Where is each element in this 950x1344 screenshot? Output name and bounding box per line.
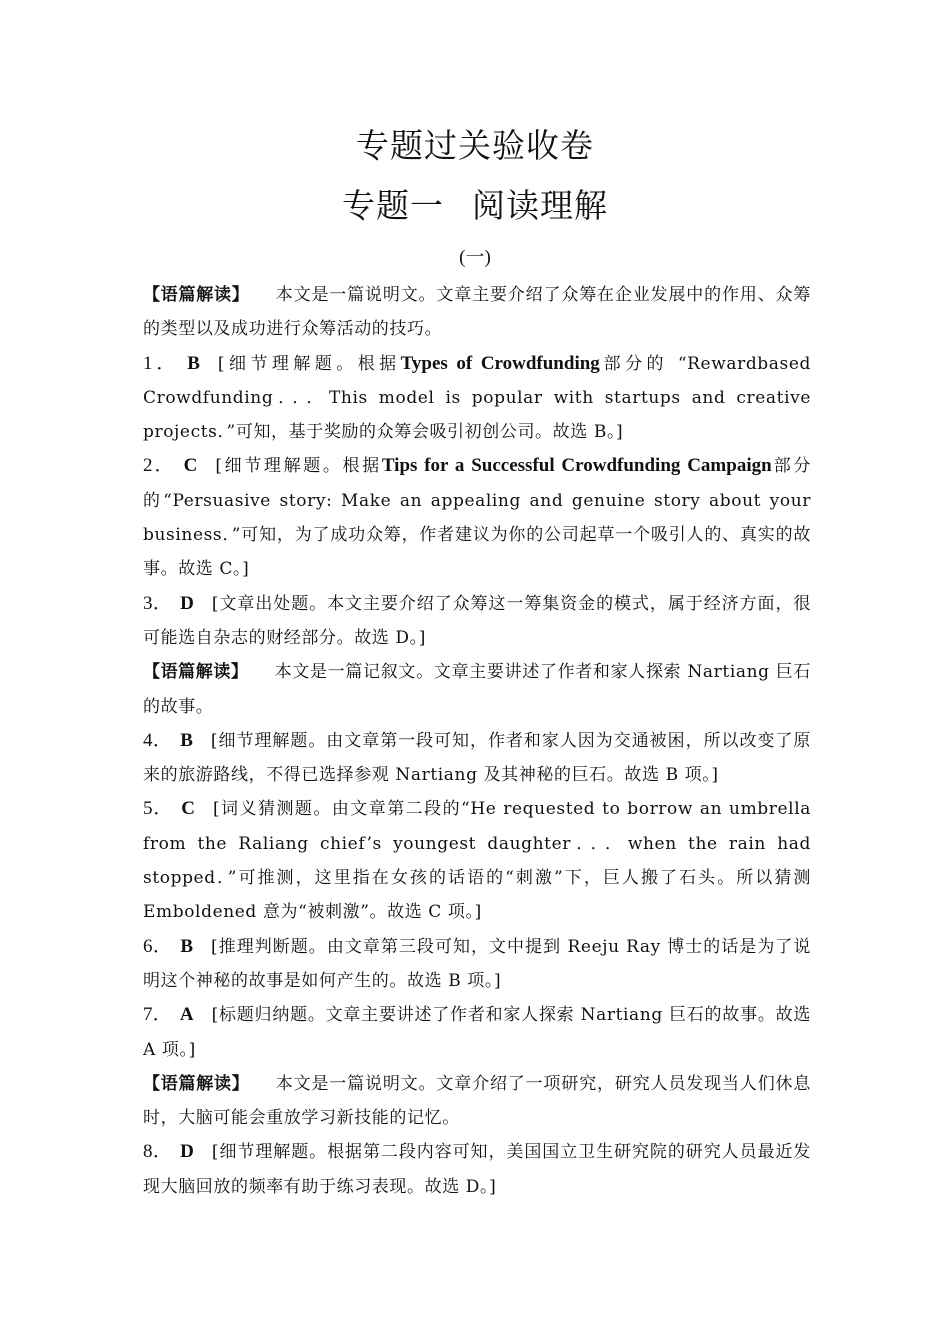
item-explanation: [推理判断题。由文章第三段可知，文中提到 Reeju Ray 博士的话是为了说明这个神秘的故事是如何产生的。故选 B 项。] bbox=[143, 936, 811, 991]
passage-summary-text: 本文是一篇记叙文。文章主要讲述了作者和家人探索 Nartiang 巨石的故事。 bbox=[143, 662, 811, 717]
passage-summary-3 bbox=[143, 1067, 811, 1136]
item-number: 6． bbox=[143, 935, 173, 957]
item-answer: D bbox=[180, 592, 194, 614]
subtitle-section-name: 阅读理解 bbox=[472, 186, 608, 225]
item-number: 2． bbox=[143, 455, 176, 477]
item-answer: D bbox=[180, 1141, 194, 1163]
document-subtitle bbox=[0, 186, 950, 226]
item-number: 7． bbox=[143, 1004, 172, 1026]
item-number: 1． bbox=[143, 352, 180, 374]
section-number: (一) bbox=[459, 247, 491, 268]
passage-summary-2 bbox=[143, 655, 811, 724]
passage-summary-text: 本文是一篇说明文。文章主要介绍了众筹在企业发展中的作用、众筹的类型以及成功进行众筹活动的技巧。 bbox=[143, 285, 811, 340]
passage-tag: 【语篇解读】 bbox=[143, 1073, 250, 1094]
answer-item-1 bbox=[143, 347, 811, 450]
item-explanation-bold: Types of Crowdfunding bbox=[400, 352, 600, 374]
passage-tag: 【语篇解读】 bbox=[143, 662, 249, 683]
item-number: 5． bbox=[143, 798, 174, 820]
answer-item-6 bbox=[143, 930, 811, 999]
item-explanation: [文章出处题。本文主要介绍了众筹这一筹集资金的模式，属于经济方面，很可能选自杂志的财经部分。故选 D。] bbox=[143, 593, 811, 648]
item-explanation: [词义猜测题。由文章第二段的“He requested to borrow an umbrella from the Raliang chief’s youngest daughter．．．when the rain had stopped．”可推测，这里指在女孩的话语的“刺激”下，巨人搬了石头。所以猜测 Emboldened 意为“被刺激”。故选 C 项。] bbox=[143, 799, 811, 923]
item-explanation: [细节理解题。由文章第一段可知，作者和家人因为交通被困，所以改变了原来的旅游路线，不得已选择参观 Nartiang 及其神秘的巨石。故选 B 项。] bbox=[143, 730, 811, 786]
item-answer: B bbox=[180, 935, 194, 957]
item-answer: C bbox=[183, 455, 198, 477]
item-answer: C bbox=[181, 798, 195, 820]
item-explanation: [标题归纳题。文章主要讲述了作者和家人探索 Nartiang 巨石的故事。故选 A 项。] bbox=[143, 1005, 811, 1060]
item-number: 4． bbox=[143, 729, 173, 751]
item-explanation-pre: [细节理解题。根据 bbox=[215, 456, 382, 477]
item-explanation-pre: [细节理解题。根据 bbox=[217, 353, 401, 374]
item-answer: B bbox=[187, 352, 200, 374]
item-explanation-post: 部分的 “Rewardbased Crowdfunding．．．This model is popular with startups and creative projects．”可知，基于奖励的众筹会吸引初创公司。故选 B。] bbox=[143, 353, 811, 443]
answer-item-8 bbox=[143, 1135, 811, 1204]
answer-item-7 bbox=[143, 998, 811, 1067]
item-explanation: [细节理解题。根据第二段内容可知，美国国立卫生研究院的研究人员最近发现大脑回放的频率有助于练习表现。故选 D。] bbox=[143, 1142, 811, 1197]
answer-item-3 bbox=[143, 587, 811, 656]
item-number: 8． bbox=[143, 1141, 173, 1163]
document-title: 专题过关验收卷 bbox=[356, 126, 594, 165]
item-explanation-bold: Tips for a Successful Crowdfunding Campaign bbox=[381, 455, 772, 477]
answer-body bbox=[143, 278, 811, 1204]
item-answer: B bbox=[180, 729, 193, 751]
answer-item-2 bbox=[143, 449, 811, 586]
answer-item-4 bbox=[143, 724, 811, 793]
item-answer: A bbox=[179, 1004, 194, 1026]
passage-tag: 【语篇解读】 bbox=[143, 285, 250, 305]
answer-item-5 bbox=[143, 792, 811, 929]
passage-summary-1 bbox=[143, 278, 811, 347]
subtitle-topic: 专题一 bbox=[342, 186, 444, 225]
item-number: 3． bbox=[143, 592, 173, 614]
item-explanation-post: 部分的“Persuasive story: Make an appealing and genuine story about your business．”可知，为了成功众筹，作者建议为你的公司起草一个吸引人的、真实的故事。故选 C。] bbox=[143, 456, 811, 580]
passage-summary-text: 本文是一篇说明文。文章介绍了一项研究，研究人员发现当人们休息时，大脑可能会重放学习新技能的记忆。 bbox=[143, 1073, 811, 1129]
